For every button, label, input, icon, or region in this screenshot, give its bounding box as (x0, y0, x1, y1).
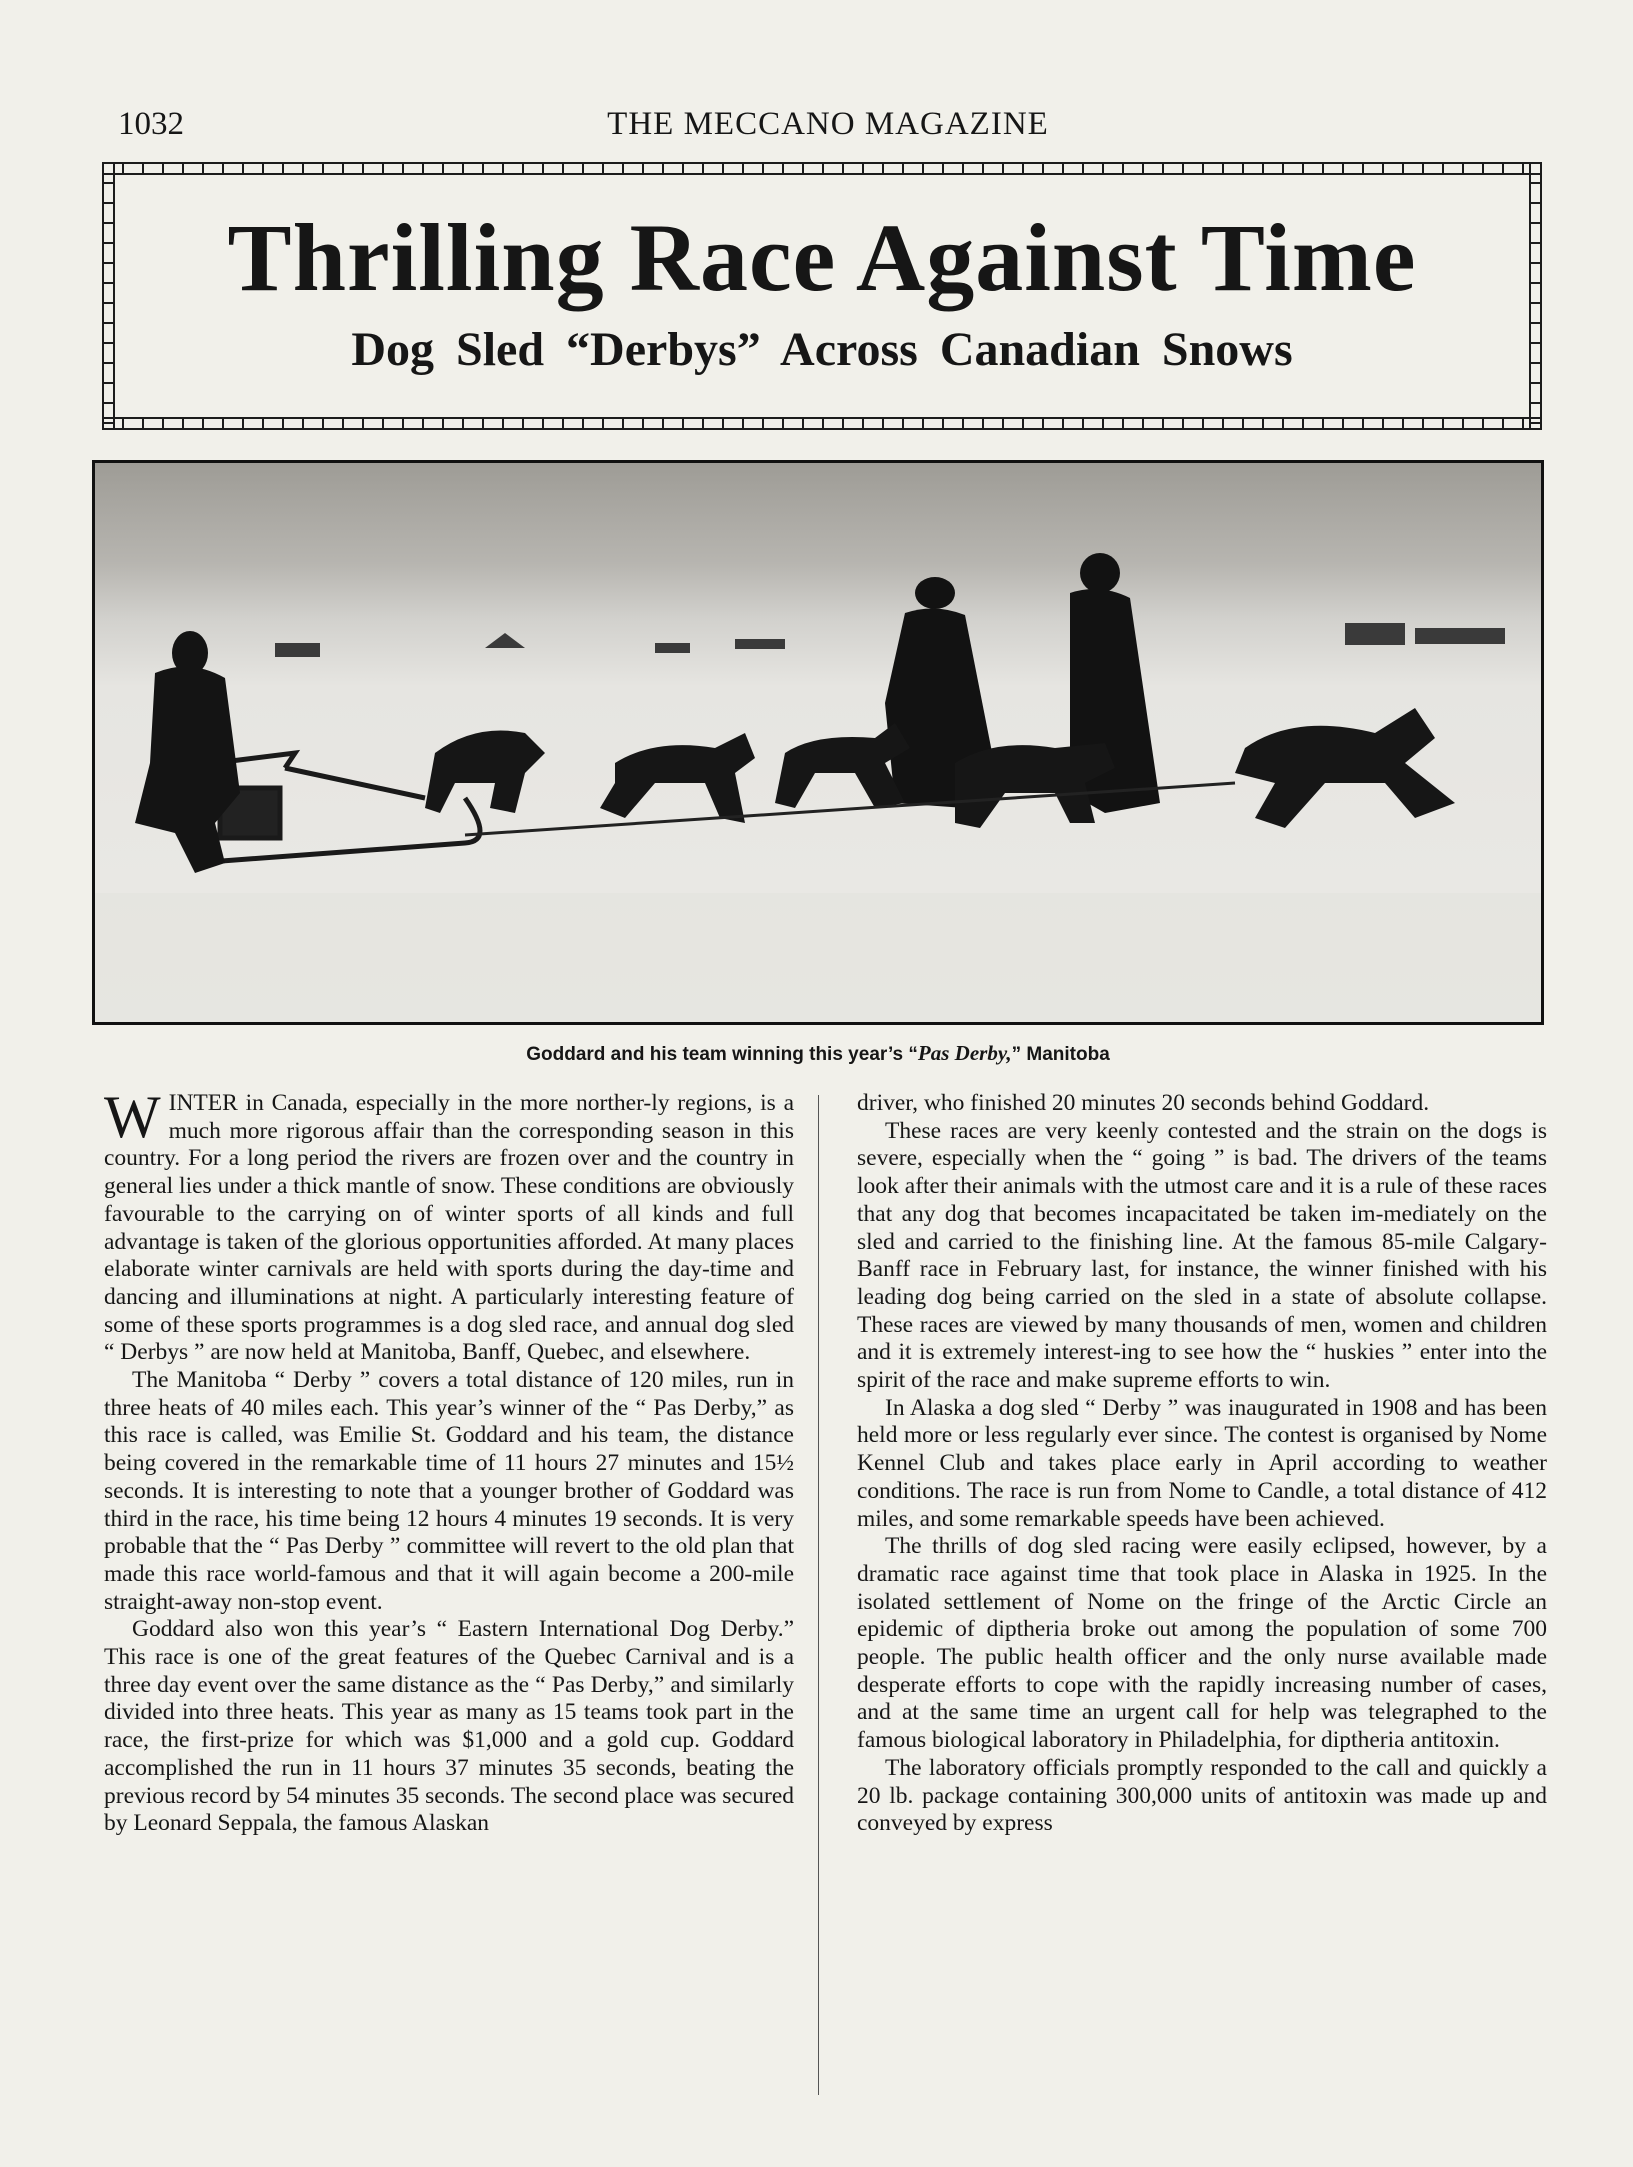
paragraph-text: INTER in Canada, especially in the more norther-ly regions, is a much more rigorous affair than the corresponding season in this country. For a long period the rivers are frozen over and the country in general lies under a thick mantle of snow. These conditions are obviously favourable to the carrying on of winter sports of all kinds and full advantage is taken of the glorious opportunities afforded. At many places elaborate winter carnivals are held with sports during the day-time and dancing and illuminations at night. A particularly interesting feature of some of these sports programmes is a dog sled race, and annual dog sled “ Derbys ” are now held at Manitoba, Banff, Quebec, and elsewhere. (104, 1090, 794, 1366)
article-title: Thrilling Race Against Time (227, 204, 1417, 311)
magazine-title: THE MECCANO MAGAZINE (607, 106, 1049, 142)
body-column-right (857, 1090, 1547, 1838)
photo-caption (92, 1041, 1544, 1066)
paragraph (104, 1084, 794, 1367)
article-subtitle: Dog Sled “Derbys” Across Canadian Snows (351, 323, 1293, 376)
body-column-left (104, 1084, 795, 1838)
title-box (102, 162, 1542, 430)
drop-cap: W (104, 1084, 161, 1150)
border-bottom (102, 417, 1542, 430)
running-head (118, 106, 1538, 146)
caption-prefix: Goddard and his team winning this year’s “ (526, 1044, 918, 1065)
paragraph: In Alaska a dog sled “ Derby ” was inaugurated in 1908 and has been held more or less regularly ever since. The contest is organised by Nome Kennel Club and takes place early in April according to weather conditions. The race is run from Nome to Candle, a total distance of 412 miles, and some remarkable speeds have been achieved. (857, 1394, 1547, 1532)
paragraph: driver, who finished 20 minutes 20 seconds behind Goddard. (857, 1090, 1430, 1116)
paragraph: The Manitoba “ Derby ” covers a total distance of 120 miles, run in three heats of 40 miles each. This year’s winner of the “ Pas Derby,” as this race is called, was Emilie St. Goddard and his team, the distance being covered in the remarkable time of 11 hours 27 minutes and 15½ seconds. It is interesting to note that a younger brother of Goddard was third in the race, his time being 12 hours 4 minutes 19 seconds. It is very probable that the “ Pas Derby ” committee will revert to the old plan that made this race world-famous and that it will again become a 200-mile straight-away non-stop event. (104, 1367, 794, 1615)
paragraph: The thrills of dog sled racing were easily eclipsed, however, by a dramatic race against time that took place in Alaska in 1925. In the isolated settlement of Nome on the fringe of the Arctic Circle an epidemic of diptheria broke out among the population of some 700 people. The public health officer and the only nurse available made desperate efforts to cope with the rapidly increasing number of cases, and at the same time an urgent call for help was telegraphed to the famous biological laboratory in Philadelphia, for diptheria antitoxin. (857, 1533, 1547, 1754)
border-top (102, 162, 1542, 175)
paragraph: The laboratory officials promptly responded to the call and quickly a 20 lb. package containing 300,000 units of antitoxin was made up and conveyed by express (857, 1754, 1547, 1837)
paragraph: These races are very keenly contested and the strain on the dogs is severe, especially when the “ going ” is bad. The drivers of the teams look after their animals with the utmost care and it is a rule of these races that any dog that becomes incapacitated be taken im-mediately on the sled and carried to the finishing line. At the famous 85-mile Calgary-Banff race in February last, for instance, the winner finished with his leading dog being carried on the sled in a state of absolute collapse. These races are viewed by many thousands of men, women and children and it is extremely interest-ing to see how the “ huskies ” enter into the spirit of the race and make supreme efforts to win. (857, 1117, 1547, 1394)
dog-sled-photo (92, 460, 1544, 1025)
column-rule (818, 1095, 819, 2095)
caption-suffix: ” Manitoba (1011, 1044, 1110, 1065)
paragraph: Goddard also won this year’s “ Eastern International Dog Derby.” This race is one of the great features of the Quebec Carnival and is a three day event over the same distance as the “ Pas Derby,” and similarly divided into three heats. This year as many as 15 teams took part in the race, the first-prize for which was $1,000 and a gold cup. Goddard accomplished the run in 11 hours 37 minutes 35 seconds, beating the previous record by 54 minutes 35 seconds. The second place was secured by Leonard Seppala, the famous Alaskan (104, 1616, 795, 1837)
page-number: 1032 (118, 106, 184, 142)
dog-sled-illustration (95, 463, 1541, 1022)
caption-italic: Pas Derby, (917, 1041, 1012, 1065)
